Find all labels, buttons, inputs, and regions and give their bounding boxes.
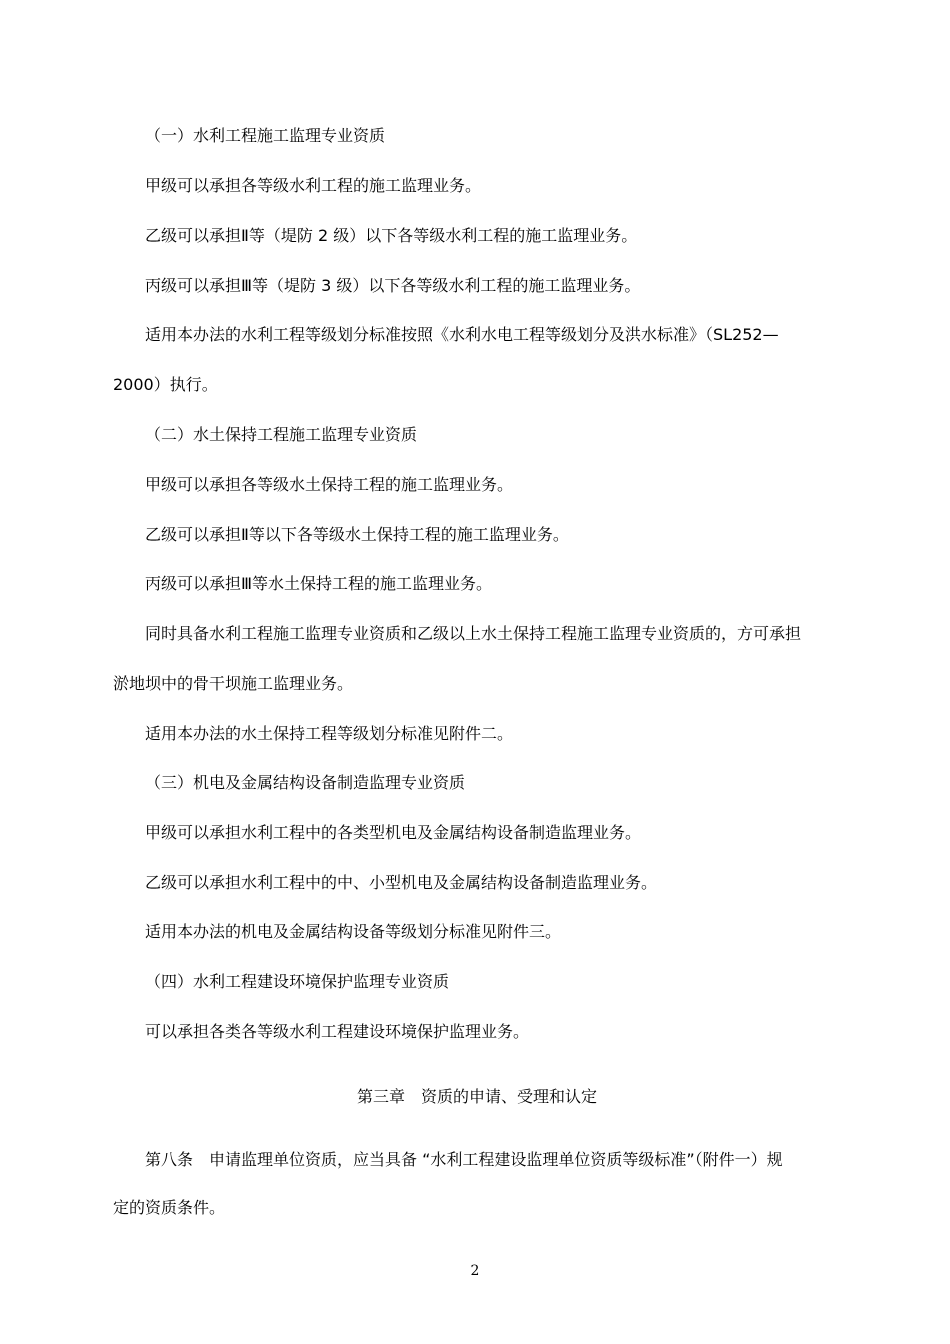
paragraph-line: 乙级可以承担Ⅱ等（堤防 2 级）以下各等级水利工程的施工监理业务。 xyxy=(145,226,638,245)
paragraph-line: 甲级可以承担各等级水土保持工程的施工监理业务。 xyxy=(145,475,514,494)
paragraph-line: 可以承担各类各等级水利工程建设环境保护监理业务。 xyxy=(145,1022,530,1041)
paragraph-line: 甲级可以承担各等级水利工程的施工监理业务。 xyxy=(145,176,482,195)
section-heading-1: （一）水利工程施工监理专业资质 xyxy=(145,126,386,145)
paragraph-line: 适用本办法的水土保持工程等级划分标准见附件二。 xyxy=(145,724,514,743)
paragraph-line-continued: 淤地坝中的骨干坝施工监理业务。 xyxy=(113,674,354,693)
paragraph-line: 甲级可以承担水利工程中的各类型机电及金属结构设备制造监理业务。 xyxy=(145,823,642,842)
paragraph-line: 丙级可以承担Ⅲ等（堤防 3 级）以下各等级水利工程的施工监理业务。 xyxy=(145,276,641,295)
paragraph-line: 丙级可以承担Ⅲ等水土保持工程的施工监理业务。 xyxy=(145,574,493,593)
section-heading-2: （二）水土保持工程施工监理专业资质 xyxy=(145,425,418,444)
section-heading-4: （四）水利工程建设环境保护监理专业资质 xyxy=(145,972,450,991)
paragraph-line: 乙级可以承担Ⅱ等以下各等级水土保持工程的施工监理业务。 xyxy=(145,525,569,544)
chapter-title: 第三章 资质的申请、受理和认定 xyxy=(356,1087,597,1106)
paragraph-line: 适用本办法的机电及金属结构设备等级划分标准见附件三。 xyxy=(145,922,562,941)
article-line: 第八条 申请监理单位资质，应当具备 “水利工程建设监理单位资质等级标准”（附件一）规 xyxy=(145,1150,783,1169)
page-number: 2 xyxy=(470,1263,480,1279)
paragraph-line: 同时具备水利工程施工监理专业资质和乙级以上水土保持工程施工监理专业资质的，方可承担 xyxy=(145,624,802,643)
section-heading-3: （三）机电及金属结构设备制造监理专业资质 xyxy=(145,773,466,792)
paragraph-line-continued: 2000）执行。 xyxy=(113,375,218,394)
article-line-continued: 定的资质条件。 xyxy=(113,1198,226,1217)
paragraph-line: 乙级可以承担水利工程中的中、小型机电及金属结构设备制造监理业务。 xyxy=(145,873,658,892)
paragraph-line: 适用本办法的水利工程等级划分标准按照《水利水电工程等级划分及洪水标准》（SL252— xyxy=(145,325,779,344)
